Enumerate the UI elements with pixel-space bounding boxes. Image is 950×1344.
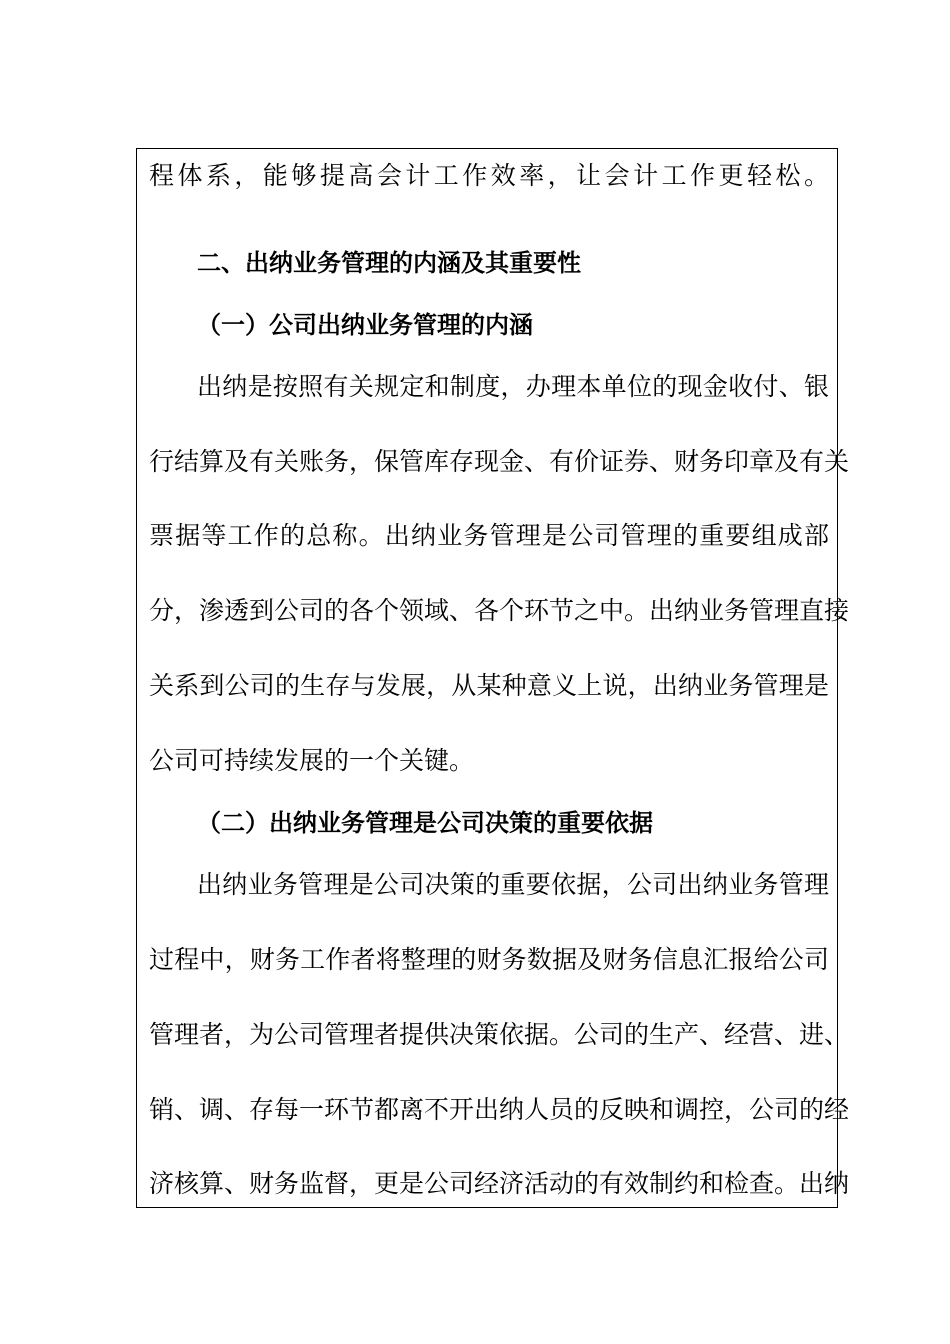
document-page-frame (136, 148, 850, 1208)
paragraph-line: 销、调、存每一环节都离不开出纳人员的反映和调控，公司的经 (149, 1095, 850, 1124)
subsection-heading: （二）出纳业务管理是公司决策的重要依据 (197, 809, 653, 837)
paragraph-line: 行结算及有关账务，保管库存现金、有价证券、财务印章及有关 (149, 447, 850, 476)
paragraph-line: 出纳是按照有关规定和制度，办理本单位的现金收付、银 (197, 372, 829, 401)
paragraph-line: 票据等工作的总称。出纳业务管理是公司管理的重要组成部 (149, 521, 829, 550)
subsection-heading: （一）公司出纳业务管理的内涵 (197, 311, 533, 339)
paragraph-line: 关系到公司的生存与发展，从某种意义上说，出纳业务管理是 (149, 671, 829, 700)
paragraph-line: 管理者，为公司管理者提供决策依据。公司的生产、经营、进、 (149, 1020, 850, 1049)
section-heading: 二、出纳业务管理的内涵及其重要性 (197, 249, 581, 277)
paragraph-line: 济核算、财务监督，更是公司经济活动的有效制约和检查。出纳 (149, 1169, 850, 1198)
paragraph-line: 过程中，财务工作者将整理的财务数据及财务信息汇报给公司 (149, 945, 829, 974)
paragraph-line: 出纳业务管理是公司决策的重要依据，公司出纳业务管理 (197, 870, 829, 899)
paragraph-line: 分，渗透到公司的各个领域、各个环节之中。出纳业务管理直接 (149, 596, 850, 625)
paragraph-line: 程体系，能够提高会计工作效率，让会计工作更轻松。 (149, 161, 829, 190)
paragraph-line: 公司可持续发展的一个关键。 (149, 746, 475, 775)
